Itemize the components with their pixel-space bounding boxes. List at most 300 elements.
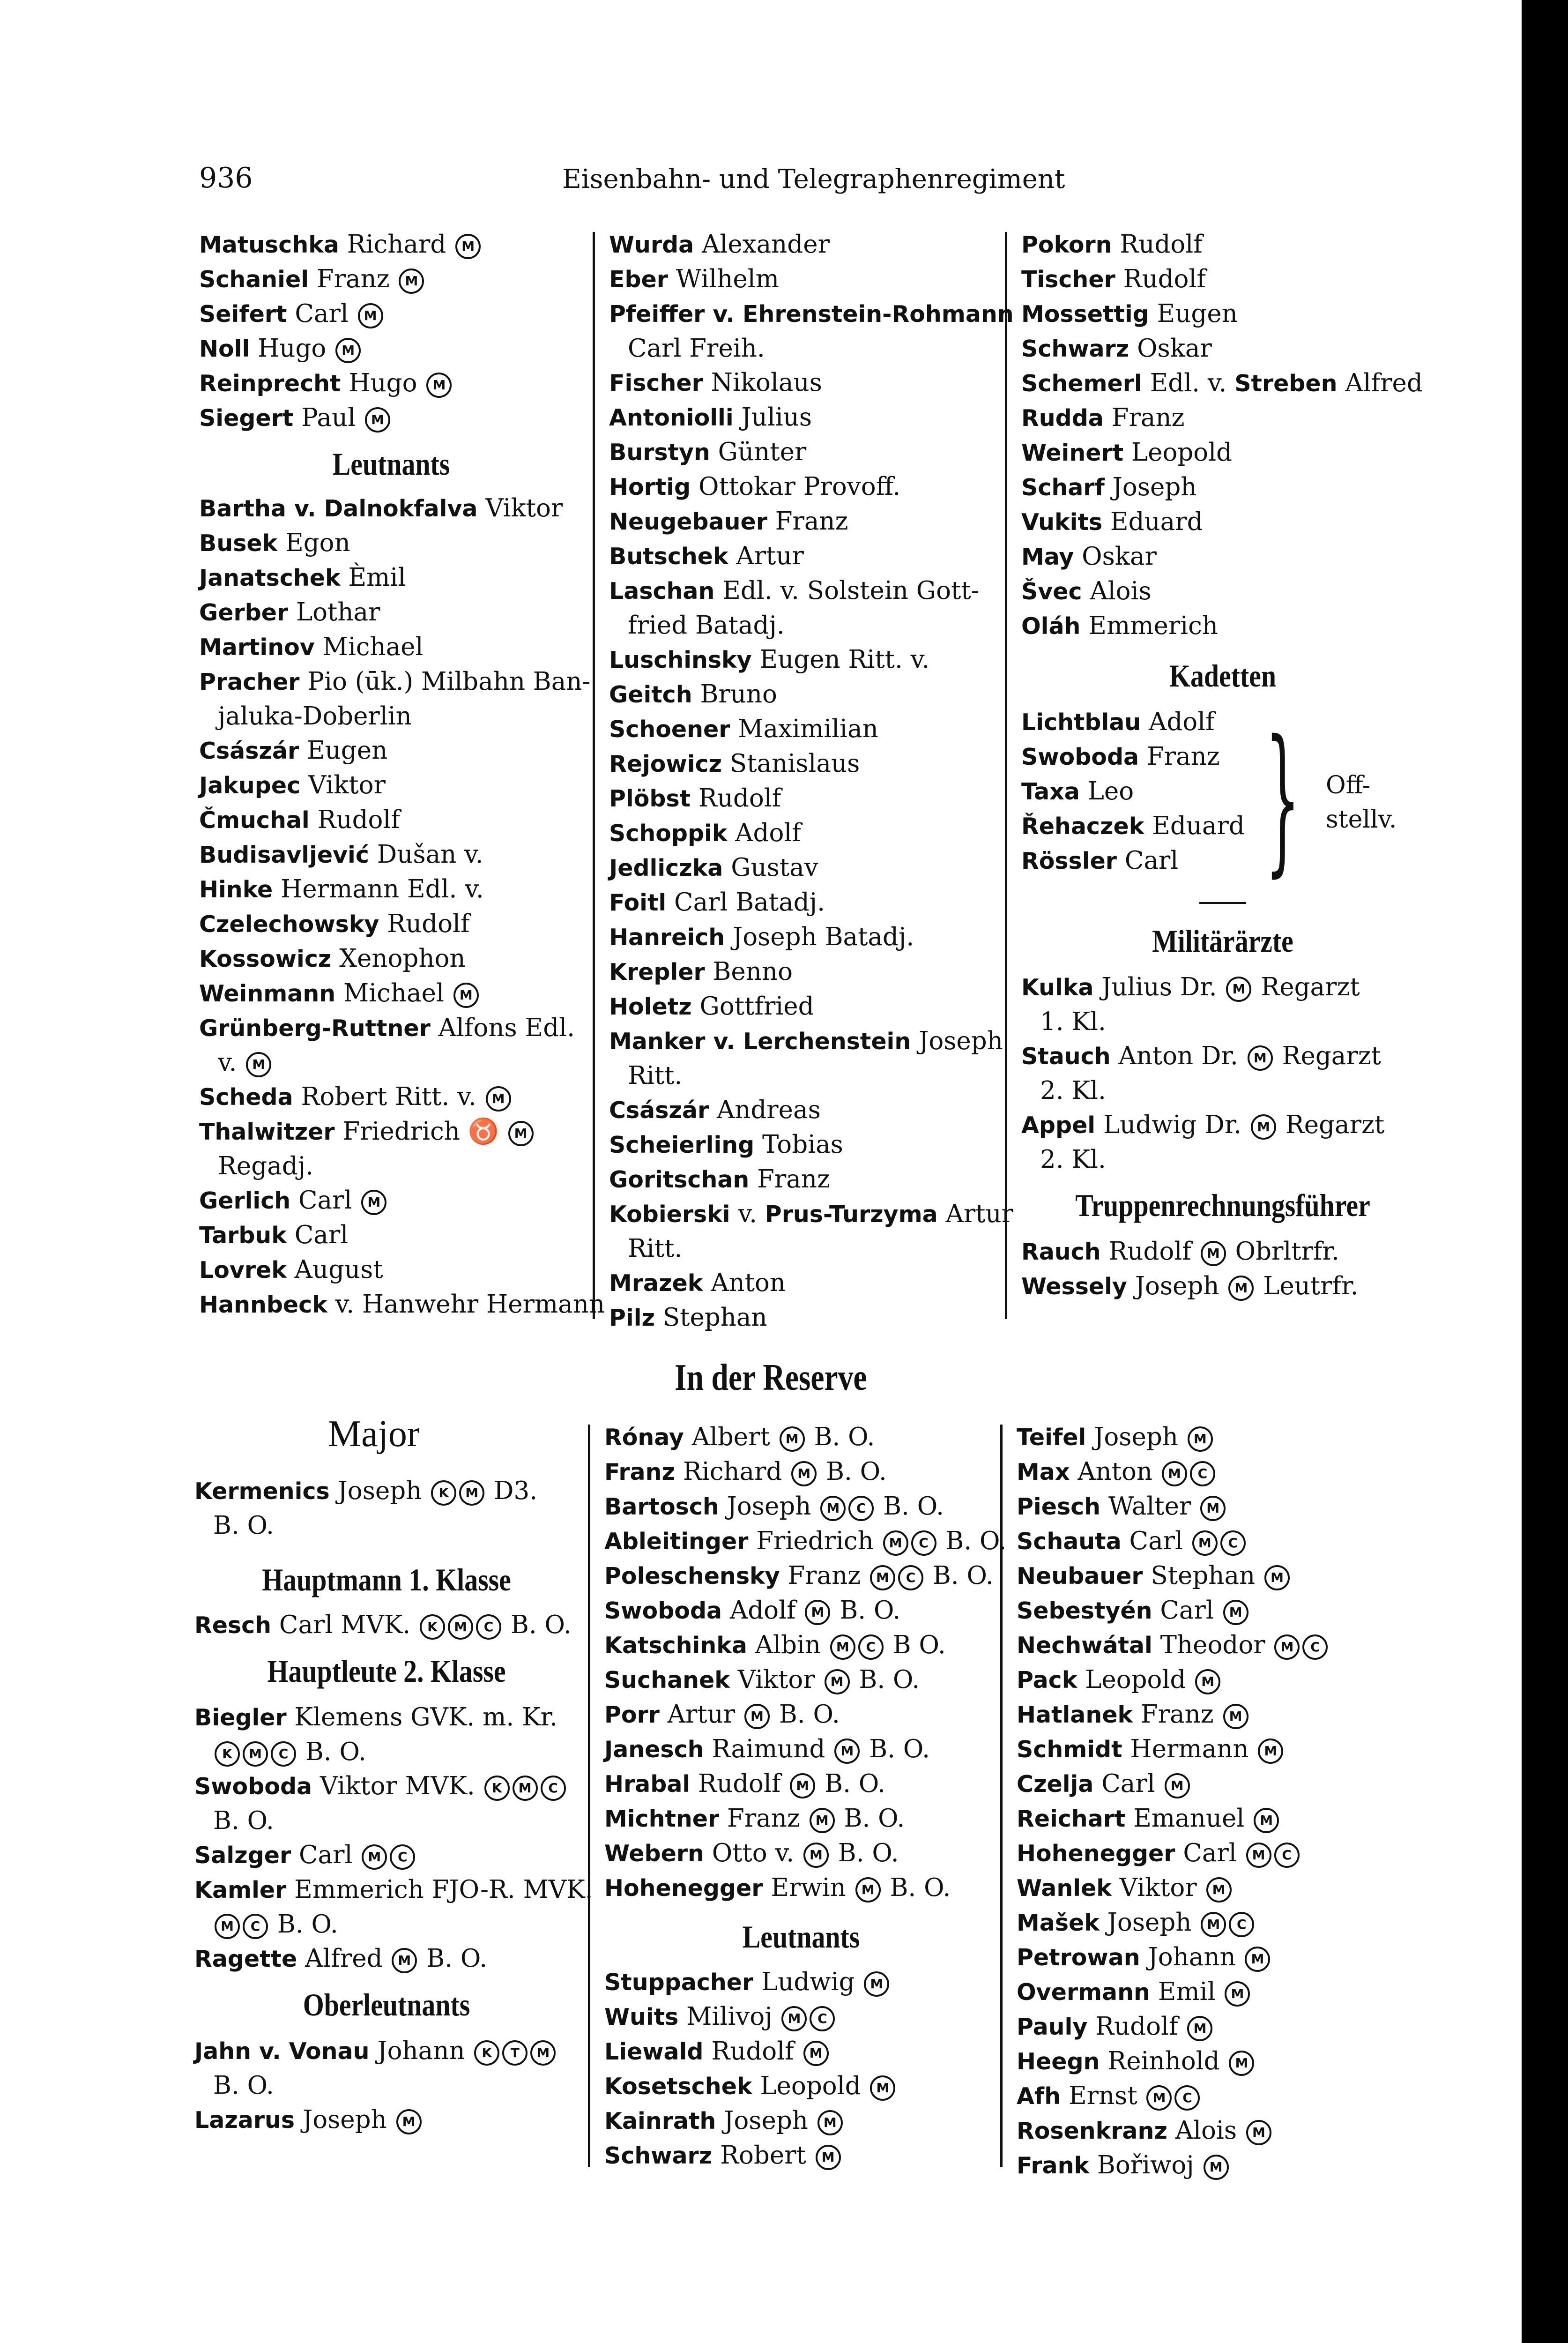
given-name: Benno [705, 957, 793, 986]
given-name: Theodor [1152, 1631, 1273, 1659]
given-name: Julius [733, 403, 812, 432]
surname: Overmann [1017, 1979, 1150, 2006]
decoration-icon: M [870, 2075, 895, 2101]
roster-entry [604, 1455, 998, 1489]
surname: Bartosch [604, 1493, 719, 1520]
given-name: Eugen [299, 736, 388, 765]
decoration-icon: C [848, 1496, 874, 1521]
surname: Goritschan [609, 1166, 750, 1193]
roster-entry [609, 1093, 998, 1127]
roster-entry [604, 1524, 1007, 1559]
roster-entry [604, 1871, 998, 1905]
roster-entry [199, 630, 583, 664]
given-name: Michael [335, 979, 452, 1007]
roster-entry [199, 595, 583, 630]
decoration-icon: M [1226, 977, 1251, 1002]
entry-suffix: B. O. [830, 1839, 899, 1867]
surname: Scharf [1021, 474, 1105, 501]
decoration-icon: C [541, 1776, 566, 1801]
roster-entry [1017, 2044, 1424, 2079]
surname: Busek [199, 530, 278, 557]
surname: Jakupec [199, 772, 301, 799]
surname: Kosetschek [604, 2073, 752, 2100]
decoration-icon: M [1200, 1496, 1226, 1521]
surname: Bartha v. Dalnokfalva [199, 495, 478, 522]
roster-entry [194, 1769, 579, 1804]
given-name: Robert Ritt. v. [293, 1082, 484, 1111]
given-name: Emmerich [1080, 612, 1218, 640]
heading-truppenrechnungsfuehrer: Truppenrechnungsführer [1075, 1187, 1370, 1223]
surname: Biegler [194, 1704, 287, 1731]
surname: Scheierling [609, 1132, 755, 1158]
decoration-icon: M [361, 1190, 386, 1215]
surname: Stauch [1021, 1043, 1111, 1070]
given-name: Joseph [719, 1492, 819, 1521]
entry-suffix: B. O. [418, 1944, 488, 1973]
surname: Schauta [1017, 1528, 1122, 1555]
given-name: 2. Kl. [1040, 1145, 1106, 1174]
roster-entry [1017, 1663, 1424, 1697]
surname: Sebestyén [1017, 1597, 1152, 1624]
given-name: Franz [749, 1165, 830, 1194]
given-name: Eugen Ritt. v. [751, 645, 930, 674]
decoration-icon: M [1201, 1912, 1226, 1937]
given-name: Egon [277, 529, 350, 557]
surname-part: Prus-Turzyma [765, 1201, 938, 1228]
surname: Švec [1021, 578, 1082, 605]
decoration-icon: M [1264, 1565, 1290, 1590]
surname: Kobierski [609, 1201, 730, 1228]
decoration-icon: C [898, 1565, 923, 1590]
roster-entry [609, 989, 998, 1024]
roster-entry [194, 1608, 579, 1642]
entry-continuation [199, 699, 583, 733]
surname: Grünberg-Ruttner [199, 1015, 431, 1042]
surname: Laschan [609, 578, 715, 604]
given-name: Xenophon [331, 944, 466, 973]
decoration-icon: C [271, 1741, 296, 1767]
entry-suffix: B. O. [771, 1700, 840, 1729]
entry-list [194, 1474, 579, 1543]
roster-entry [1021, 970, 1424, 1005]
given-name: Joseph Batadj. [725, 923, 914, 951]
given-name: Franz [767, 507, 848, 536]
surname: Frank [1017, 2152, 1090, 2179]
heading-reserve-leutnants: Leutnants [742, 1919, 860, 1955]
roster-entry [609, 1162, 998, 1197]
decoration-icon: M [1274, 1634, 1300, 1660]
decoration-icon: M [870, 1565, 895, 1590]
decoration-icon: M [1204, 2155, 1229, 2180]
decoration-icon: M [1246, 1843, 1271, 1868]
roster-entry [199, 1218, 583, 1253]
roster-entry [199, 1080, 583, 1114]
entry-suffix: B O. [884, 1631, 946, 1659]
decoration-icon: M [448, 1614, 473, 1640]
roster-entry [604, 1663, 998, 1697]
roster-entry [199, 1114, 583, 1149]
given-name: Eugen [1149, 299, 1238, 328]
given-name: 1. Kl. [1040, 1007, 1106, 1036]
decoration-icon: M [1223, 1600, 1248, 1625]
surname: Hohenegger [604, 1875, 763, 1902]
given-name: Dušan v. [369, 840, 483, 869]
given-name: Edl. v. Solstein Gott- [714, 576, 980, 605]
heading-major: Major [328, 1413, 420, 1455]
kadetten-note [1326, 769, 1397, 837]
given-name: Artur [728, 542, 804, 570]
given-name: Alois [1082, 577, 1152, 605]
decoration-icon: C [1229, 1912, 1254, 1937]
given-name: Emil [1150, 1977, 1224, 2006]
surname: Schoppik [609, 820, 728, 847]
given-name: Ottokar Provoff. [691, 472, 901, 501]
roster-entry [1017, 2079, 1424, 2113]
decoration-icon: M [1162, 1461, 1187, 1486]
given-name: Rudolf [690, 1769, 789, 1798]
given-name: Franz [1103, 403, 1185, 432]
surname: Seifert [199, 301, 287, 328]
given-name: Paul [293, 403, 364, 432]
given-name: Andreas [709, 1096, 821, 1124]
surname: Afh [1017, 2083, 1061, 2110]
roster-entry [609, 1300, 998, 1335]
roster-entry [199, 768, 583, 803]
surname: Hortig [609, 474, 691, 500]
reserve-col1 [194, 1474, 593, 2137]
roster-entry [609, 816, 998, 851]
decoration-icon: M [830, 1634, 855, 1660]
decoration-icon: M [780, 1426, 805, 1452]
given-name: Adolf [727, 819, 801, 847]
surname: Neugebauer [609, 508, 767, 535]
roster-entry [604, 2000, 998, 2034]
surname: Piesch [1017, 1493, 1101, 1520]
roster-entry [1021, 401, 1424, 435]
given-name: August [286, 1255, 383, 1284]
roster-entry [1017, 1940, 1424, 1975]
surname: Mašek [1017, 1910, 1100, 1936]
given-name: Viktor [300, 771, 386, 799]
decoration-icon: M [486, 1086, 511, 1112]
decoration-icon: M [1187, 2016, 1212, 2041]
surname: Rudda [1021, 405, 1104, 432]
roster-entry [1021, 297, 1424, 331]
entry-list [604, 1965, 998, 2173]
roster-entry [604, 1628, 998, 1663]
surname: Schemerl [1021, 370, 1142, 397]
decoration-icon: C [1220, 1530, 1246, 1556]
surname: Pauly [1017, 2014, 1088, 2040]
given-name: Carl [290, 1186, 360, 1215]
roster-entry [609, 539, 998, 574]
entry-continuation [199, 1149, 583, 1183]
surname: Kulka [1021, 974, 1094, 1001]
given-name: Leopold [1077, 1665, 1194, 1694]
surname: Schwarz [604, 2142, 713, 2169]
surname: Swoboda [604, 1597, 722, 1624]
given-name: Artur [659, 1700, 743, 1729]
entry-list [1021, 227, 1424, 643]
decoration-icon: M [1248, 1045, 1273, 1071]
surname: Petrowan [1017, 1944, 1140, 1971]
given-name: Rudolf [703, 2037, 802, 2066]
given-name: Leo [1079, 777, 1134, 806]
roster-entry [194, 1838, 579, 1873]
entry-continuation [609, 1231, 998, 1266]
roster-entry [604, 1420, 998, 1455]
given-name: Oskar [1074, 542, 1157, 571]
surname: Hannbeck [199, 1291, 327, 1318]
decoration-icon: C [390, 1844, 415, 1870]
surname: Foitl [609, 889, 667, 916]
roster-entry [1017, 1697, 1424, 1732]
given-name: Friedrich ♉ [334, 1117, 507, 1146]
surname: Resch [194, 1612, 272, 1639]
decoration-icon: M [1245, 1947, 1270, 1972]
surname: Rauch [1021, 1239, 1101, 1265]
decoration-icon: C [243, 1914, 268, 1939]
surname: Noll [199, 336, 250, 362]
given-name: Emmerich FJO-R. MVK. [286, 1875, 593, 1904]
entry-suffix: B. O. [937, 1527, 1007, 1555]
decoration-icon: C [911, 1530, 936, 1556]
decoration-icon: M [1229, 2051, 1254, 2076]
surname: Scheda [199, 1084, 293, 1111]
surname: Taxa [1021, 778, 1080, 805]
surname: Matuschka [199, 231, 339, 258]
surname: Kamler [194, 1877, 287, 1903]
surname: Budisavljević [199, 842, 369, 868]
decoration-icon: M [365, 407, 390, 433]
given-name: Walter [1100, 1492, 1199, 1521]
decoration-icon: C [810, 2006, 835, 2031]
entry-suffix: B. O. [832, 1596, 901, 1625]
given-name: B. O. [213, 1806, 274, 1835]
surname: Czelechowsky [199, 911, 379, 938]
surname: Jedliczka [609, 855, 723, 881]
decoration-icon: M [864, 1971, 889, 1997]
given-name: Adolf [722, 1596, 804, 1625]
surname: Császár [609, 1097, 709, 1124]
surname: Thalwitzer [199, 1119, 335, 1145]
given-name: Johann [1140, 1943, 1244, 1971]
roster-entry [199, 664, 591, 699]
given-name: Raimund [704, 1735, 833, 1763]
roster-entry [1017, 2148, 1424, 2183]
given-name: Carl [1152, 1596, 1222, 1625]
roster-entry [1017, 1732, 1424, 1767]
given-name: Carl [1121, 1527, 1191, 1555]
decoration-icon: C [1274, 1843, 1300, 1868]
decoration-icon: M [455, 234, 481, 259]
surname: Czelja [1017, 1771, 1094, 1798]
surname: Kainrath [604, 2108, 716, 2134]
given-name: Stephan [1143, 1561, 1263, 1590]
roster-entry [604, 2138, 998, 2173]
entry-continuation [194, 2068, 579, 2103]
decoration-icon: M [1258, 1739, 1283, 1764]
column-rule [593, 232, 595, 1319]
entry-continuation [1021, 1142, 1424, 1177]
roster-entry [604, 2034, 998, 2069]
surname: Mrazek [609, 1270, 703, 1297]
entry-suffix: Artur [937, 1200, 1013, 1228]
roster-entry [1021, 705, 1424, 739]
given-name: Joseph [911, 1027, 1003, 1055]
given-name: Rudolf [379, 910, 470, 938]
roster-entry [609, 920, 998, 955]
kadetten-note-line1: Off- [1326, 771, 1371, 799]
decoration-icon: M [396, 2109, 422, 2134]
entry-suffix: Leutrfr. [1255, 1272, 1359, 1300]
surname: Siegert [199, 405, 294, 432]
surname: Teifel [1017, 1424, 1086, 1451]
roster-entry [609, 677, 998, 712]
roster-entry [1017, 1489, 1424, 1524]
roster-entry [609, 955, 998, 989]
surname: Hinke [199, 876, 273, 903]
given-name: Carl [286, 1221, 349, 1249]
decoration-icon: M [426, 373, 452, 398]
roster-entry [1017, 1836, 1424, 1871]
column-rule [1005, 232, 1007, 1319]
given-name: Wilhelm [668, 265, 779, 293]
roster-entry [604, 1593, 998, 1628]
given-name: Gustav [723, 853, 818, 882]
surname: Swoboda [194, 1773, 312, 1800]
entry-continuation [1021, 1005, 1424, 1039]
given-name: Emanuel [1125, 1804, 1253, 1833]
roster-entry [609, 297, 1014, 331]
surname: Burstyn [609, 439, 710, 466]
entry-suffix: B. O. [924, 1561, 994, 1590]
roster-entry [1021, 574, 1424, 609]
decoration-icon: M [820, 1496, 846, 1521]
surname: Fischer [609, 370, 703, 396]
decoration-icon: C [476, 1614, 501, 1640]
heading-oberleutnants: Oberleutnants [303, 1987, 470, 2022]
surname: Eber [609, 266, 668, 293]
surname: Wuits [604, 2004, 679, 2030]
roster-entry [1017, 1905, 1424, 1940]
surname: Suchanek [604, 1667, 730, 1694]
roster-entry [609, 1197, 1013, 1231]
roster-entry [194, 2034, 579, 2068]
roster-entry [609, 746, 998, 781]
given-name: Friedrich [748, 1527, 882, 1555]
given-name: v. [730, 1200, 765, 1228]
entry-suffix: Regarzt [1253, 973, 1360, 1001]
surname: Geitch [609, 681, 692, 708]
decoration-icon: M [817, 2110, 843, 2135]
roster-entry [199, 297, 583, 331]
decoration-icon: C [858, 1634, 884, 1660]
given-name: Lothar [288, 598, 380, 627]
surname: Nechwátal [1017, 1632, 1152, 1659]
roster-entry [199, 526, 583, 560]
given-name: Carl Batadj. [666, 888, 825, 917]
roster-entry [1021, 435, 1424, 470]
decoration-icon: M [246, 1052, 271, 1077]
given-name: Carl [1116, 846, 1179, 875]
decoration-icon: M [744, 1704, 770, 1729]
entry-list [1017, 1420, 1424, 2183]
surname: Hohenegger [1017, 1840, 1175, 1867]
entry-suffix: B. O. [806, 1423, 875, 1451]
surname: Manker v. Lerchenstein [609, 1028, 911, 1055]
decoration-icon: M [825, 1669, 850, 1694]
roster-entry [604, 1489, 998, 1524]
roster-entry [194, 1474, 579, 1508]
roster-entry [609, 851, 998, 885]
decoration-icon: M [1206, 1877, 1232, 1903]
heading-militaeraerzte: Militärärzte [1152, 923, 1293, 959]
entry-continuation [199, 1045, 583, 1080]
surname: Jahn v. Vonau [194, 2038, 370, 2065]
given-name: Rudolf [309, 806, 400, 834]
roster-entry [1017, 1767, 1424, 1801]
given-name: Alfons Edl. [430, 1014, 575, 1042]
entry-continuation [194, 1735, 579, 1769]
roster-entry [199, 837, 583, 872]
roster-entry [1017, 1593, 1424, 1628]
entry-continuation [609, 608, 998, 642]
roster-entry [604, 1767, 998, 1801]
surname: Weinmann [199, 980, 336, 1007]
roster-entry [609, 262, 998, 297]
roster-entry [604, 1801, 998, 1836]
entry-list [1021, 970, 1424, 1177]
roster-entry [199, 331, 583, 366]
surname: Holetz [609, 993, 692, 1020]
roster-entry [1021, 1039, 1424, 1074]
surname: Tischer [1021, 266, 1115, 293]
entry-suffix: B. O. [836, 1804, 905, 1833]
roster-entry [199, 733, 583, 768]
given-name: Bořiwoj [1089, 2151, 1202, 2179]
given-name: Rudolf [1112, 230, 1203, 259]
decoration-icon: C [1174, 2085, 1200, 2111]
given-name: Michael [314, 633, 424, 661]
given-name: Leopold [752, 2072, 869, 2100]
entry-list [1021, 1234, 1424, 1304]
surname: Butschek [609, 543, 728, 570]
entry-suffix: B. O. [861, 1735, 930, 1763]
surname: Ableitinger [604, 1528, 749, 1555]
entry-continuation [1021, 1074, 1424, 1108]
given-name: Alfred [297, 1944, 391, 1973]
surname: Antoniolli [609, 404, 734, 431]
roster-entry [604, 1559, 998, 1593]
roster-entry [604, 2104, 998, 2138]
roster-entry [199, 227, 583, 262]
given-name: Alois [1167, 2116, 1245, 2145]
roster-entry [199, 872, 583, 907]
given-name: Carl Freih. [628, 334, 765, 363]
surname: Ragette [194, 1946, 297, 1972]
roster-entry [194, 1941, 579, 1976]
surname: Reichart [1017, 1806, 1126, 1832]
surname: Michtner [604, 1806, 720, 1832]
roster-entry [1021, 331, 1424, 366]
given-name: fried Batadj. [628, 611, 785, 640]
roster-entry [199, 976, 583, 1011]
surname: Tarbuk [199, 1222, 287, 1249]
surname: Řehaczek [1021, 813, 1144, 840]
roster-entry [194, 2103, 579, 2137]
given-name: Viktor MVK. [312, 1772, 483, 1800]
